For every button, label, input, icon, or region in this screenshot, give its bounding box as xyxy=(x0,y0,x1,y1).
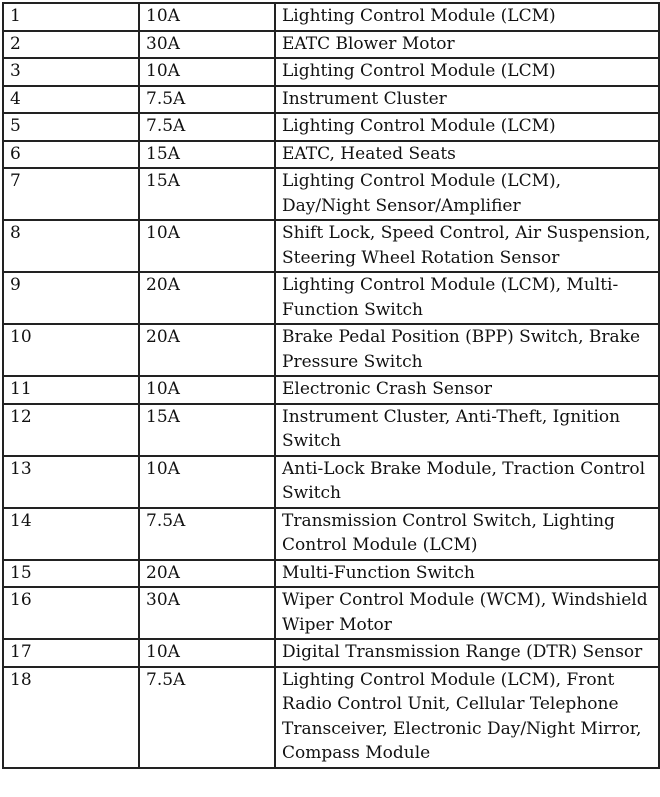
fuse-number-cell: 9 xyxy=(3,272,139,324)
amperage-cell: 10A xyxy=(139,58,275,86)
table-row xyxy=(3,86,659,114)
fuse-number-cell: 5 xyxy=(3,113,139,141)
table-row xyxy=(3,31,659,59)
amperage-cell: 10A xyxy=(139,220,275,272)
fuse-number-cell: 8 xyxy=(3,220,139,272)
fuse-number-cell: 14 xyxy=(3,508,139,560)
fuse-number-cell: 16 xyxy=(3,587,139,639)
fuse-number-cell: 18 xyxy=(3,667,139,768)
amperage-cell: 20A xyxy=(139,560,275,588)
description-cell: Shift Lock, Speed Control, Air Suspension, Steering Wheel Rotation Sensor xyxy=(275,220,659,272)
amperage-cell: 10A xyxy=(139,456,275,508)
description-cell: Wiper Control Module (WCM), Windshield Wiper Motor xyxy=(275,587,659,639)
table-row xyxy=(3,272,659,324)
fuse-number-cell: 2 xyxy=(3,31,139,59)
amperage-cell: 30A xyxy=(139,587,275,639)
amperage-cell: 7.5A xyxy=(139,667,275,768)
amperage-cell: 20A xyxy=(139,324,275,376)
fuse-number-cell: 7 xyxy=(3,168,139,220)
fuse-number-cell: 1 xyxy=(3,3,139,31)
description-cell: Digital Transmission Range (DTR) Sensor xyxy=(275,639,659,667)
description-cell: Multi-Function Switch xyxy=(275,560,659,588)
amperage-cell: 30A xyxy=(139,31,275,59)
amperage-cell: 10A xyxy=(139,639,275,667)
description-cell: Lighting Control Module (LCM) xyxy=(275,113,659,141)
description-cell: Instrument Cluster xyxy=(275,86,659,114)
amperage-cell: 10A xyxy=(139,376,275,404)
table-row xyxy=(3,58,659,86)
table-row xyxy=(3,113,659,141)
fuse-number-cell: 4 xyxy=(3,86,139,114)
table-row xyxy=(3,168,659,220)
fuse-number-cell: 15 xyxy=(3,560,139,588)
amperage-cell: 15A xyxy=(139,141,275,169)
table-row xyxy=(3,376,659,404)
description-cell: Electronic Crash Sensor xyxy=(275,376,659,404)
amperage-cell: 10A xyxy=(139,3,275,31)
fuse-number-cell: 13 xyxy=(3,456,139,508)
amperage-cell: 20A xyxy=(139,272,275,324)
description-cell: Instrument Cluster, Anti-Theft, Ignition Switch xyxy=(275,404,659,456)
fuse-number-cell: 6 xyxy=(3,141,139,169)
table-row xyxy=(3,508,659,560)
table-row xyxy=(3,639,659,667)
table-row xyxy=(3,404,659,456)
table-row xyxy=(3,324,659,376)
description-cell: Anti-Lock Brake Module, Traction Control Switch xyxy=(275,456,659,508)
table-row xyxy=(3,560,659,588)
description-cell: Brake Pedal Position (BPP) Switch, Brake Pressure Switch xyxy=(275,324,659,376)
amperage-cell: 7.5A xyxy=(139,113,275,141)
fuse-table xyxy=(2,2,660,769)
fuse-number-cell: 3 xyxy=(3,58,139,86)
amperage-cell: 7.5A xyxy=(139,86,275,114)
fuse-number-cell: 11 xyxy=(3,376,139,404)
amperage-cell: 15A xyxy=(139,404,275,456)
fuse-number-cell: 12 xyxy=(3,404,139,456)
description-cell: Transmission Control Switch, Lighting Control Module (LCM) xyxy=(275,508,659,560)
fuse-number-cell: 17 xyxy=(3,639,139,667)
description-cell: EATC, Heated Seats xyxy=(275,141,659,169)
amperage-cell: 15A xyxy=(139,168,275,220)
table-row xyxy=(3,220,659,272)
fuse-number-cell: 10 xyxy=(3,324,139,376)
description-cell: Lighting Control Module (LCM) xyxy=(275,3,659,31)
description-cell: Lighting Control Module (LCM), Multi-Function Switch xyxy=(275,272,659,324)
table-row xyxy=(3,3,659,31)
description-cell: Lighting Control Module (LCM), Day/Night Sensor/Amplifier xyxy=(275,168,659,220)
fuse-table-body xyxy=(3,3,659,768)
amperage-cell: 7.5A xyxy=(139,508,275,560)
description-cell: Lighting Control Module (LCM) xyxy=(275,58,659,86)
table-row xyxy=(3,141,659,169)
description-cell: Lighting Control Module (LCM), Front Radio Control Unit, Cellular Telephone Transceiver, Electronic Day/Night Mirror, Compass Module xyxy=(275,667,659,768)
table-row xyxy=(3,667,659,768)
table-row xyxy=(3,587,659,639)
table-row xyxy=(3,456,659,508)
description-cell: EATC Blower Motor xyxy=(275,31,659,59)
